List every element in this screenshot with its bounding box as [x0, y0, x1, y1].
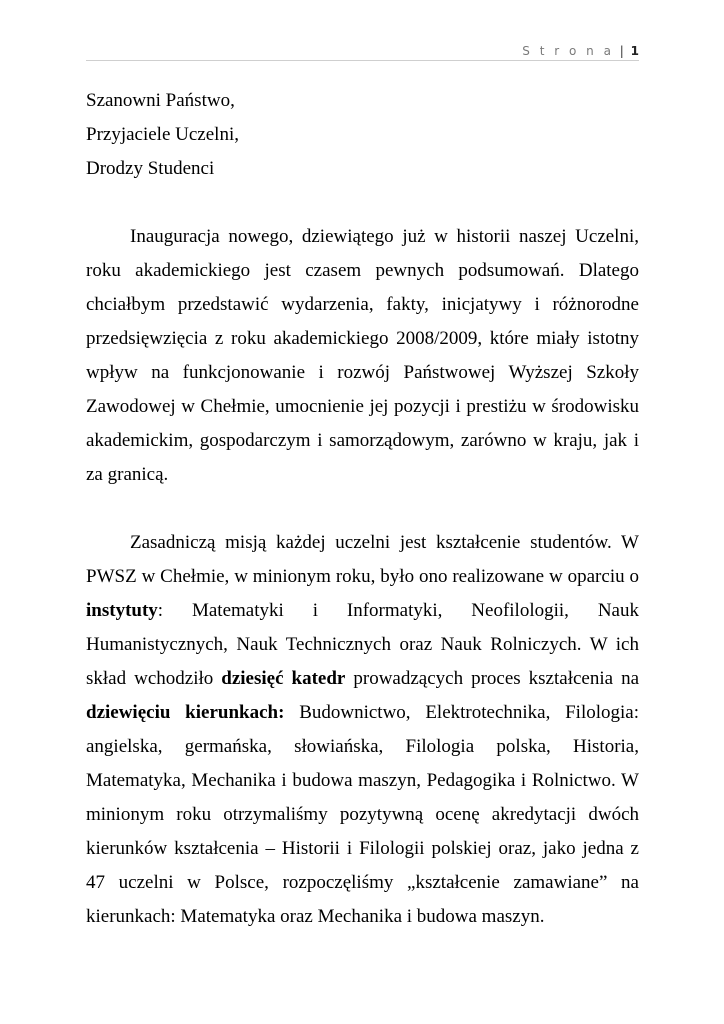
- page-header: [86, 40, 639, 61]
- page-number: 1: [630, 44, 639, 58]
- emphasis-fields-of-study: dziewięciu kierunkach:: [86, 702, 285, 723]
- paragraph-text: Budownictwo, Elektrotechnika, Filologia: angielska, germańska, słowiańska, Filologia polska, Historia, Matematyka, Mechanika i budowa maszyn, Pedagogika i Rolnictwo. W minionym roku otrzymaliśmy pozytywną ocenę akredytacji dwóch kierunków kształcenia – Historii i Filologii polskiej oraz, jako jedna z 47 uczelni w Polsce, rozpoczęliśmy „kształcenie zamawiane” na kierunkach: Matematyka oraz Mechanika i budowa maszyn.: [86, 702, 640, 927]
- page-separator: |: [619, 44, 624, 58]
- paragraph-text: : Matematyki i Informatyki, Neofilologii, Nauk Humanistycznych, Nauk Technicznych oraz Nauk Rolniczych. W ich skład wchodziło: [86, 600, 639, 689]
- document-body: [86, 84, 639, 934]
- salutation-line-1: Szanowni Państwo,: [86, 90, 235, 111]
- page-header-content: [522, 44, 639, 58]
- paragraph-text: prowadzących proces kształcenia na: [345, 668, 639, 689]
- emphasis-departments: dziesięć katedr: [221, 668, 346, 689]
- page-label: S t r o n a: [522, 44, 614, 58]
- paragraph-text: Zasadniczą misją każdej uczelni jest kształcenie studentów. W PWSZ w Chełmie, w minionym roku, było ono realizowane w oparciu o: [86, 532, 639, 587]
- paragraph-inauguration: Inauguracja nowego, dziewiątego już w historii naszej Uczelni, roku akademickiego jest czasem pewnych podsumowań. Dlatego chciałbym przedstawić wydarzenia, fakty, inicjatywy i różnorodne przedsięwzięcia z roku akademickiego 2008/2009, które miały istotny wpływ na funkcjonowanie i rozwój Państwowej Wyższej Szkoły Zawodowej w Chełmie, umocnienie jej pozycji i prestiżu w środowisku akademickim, gospodarczym i samorządowym, zarówno w kraju, jak i za granicą.: [86, 226, 639, 485]
- emphasis-institutes: instytuty: [86, 600, 158, 621]
- paragraph-education: [86, 526, 639, 934]
- salutation-line-3: Drodzy Studenci: [86, 158, 215, 179]
- salutation-line-2: Przyjaciele Uczelni,: [86, 124, 239, 145]
